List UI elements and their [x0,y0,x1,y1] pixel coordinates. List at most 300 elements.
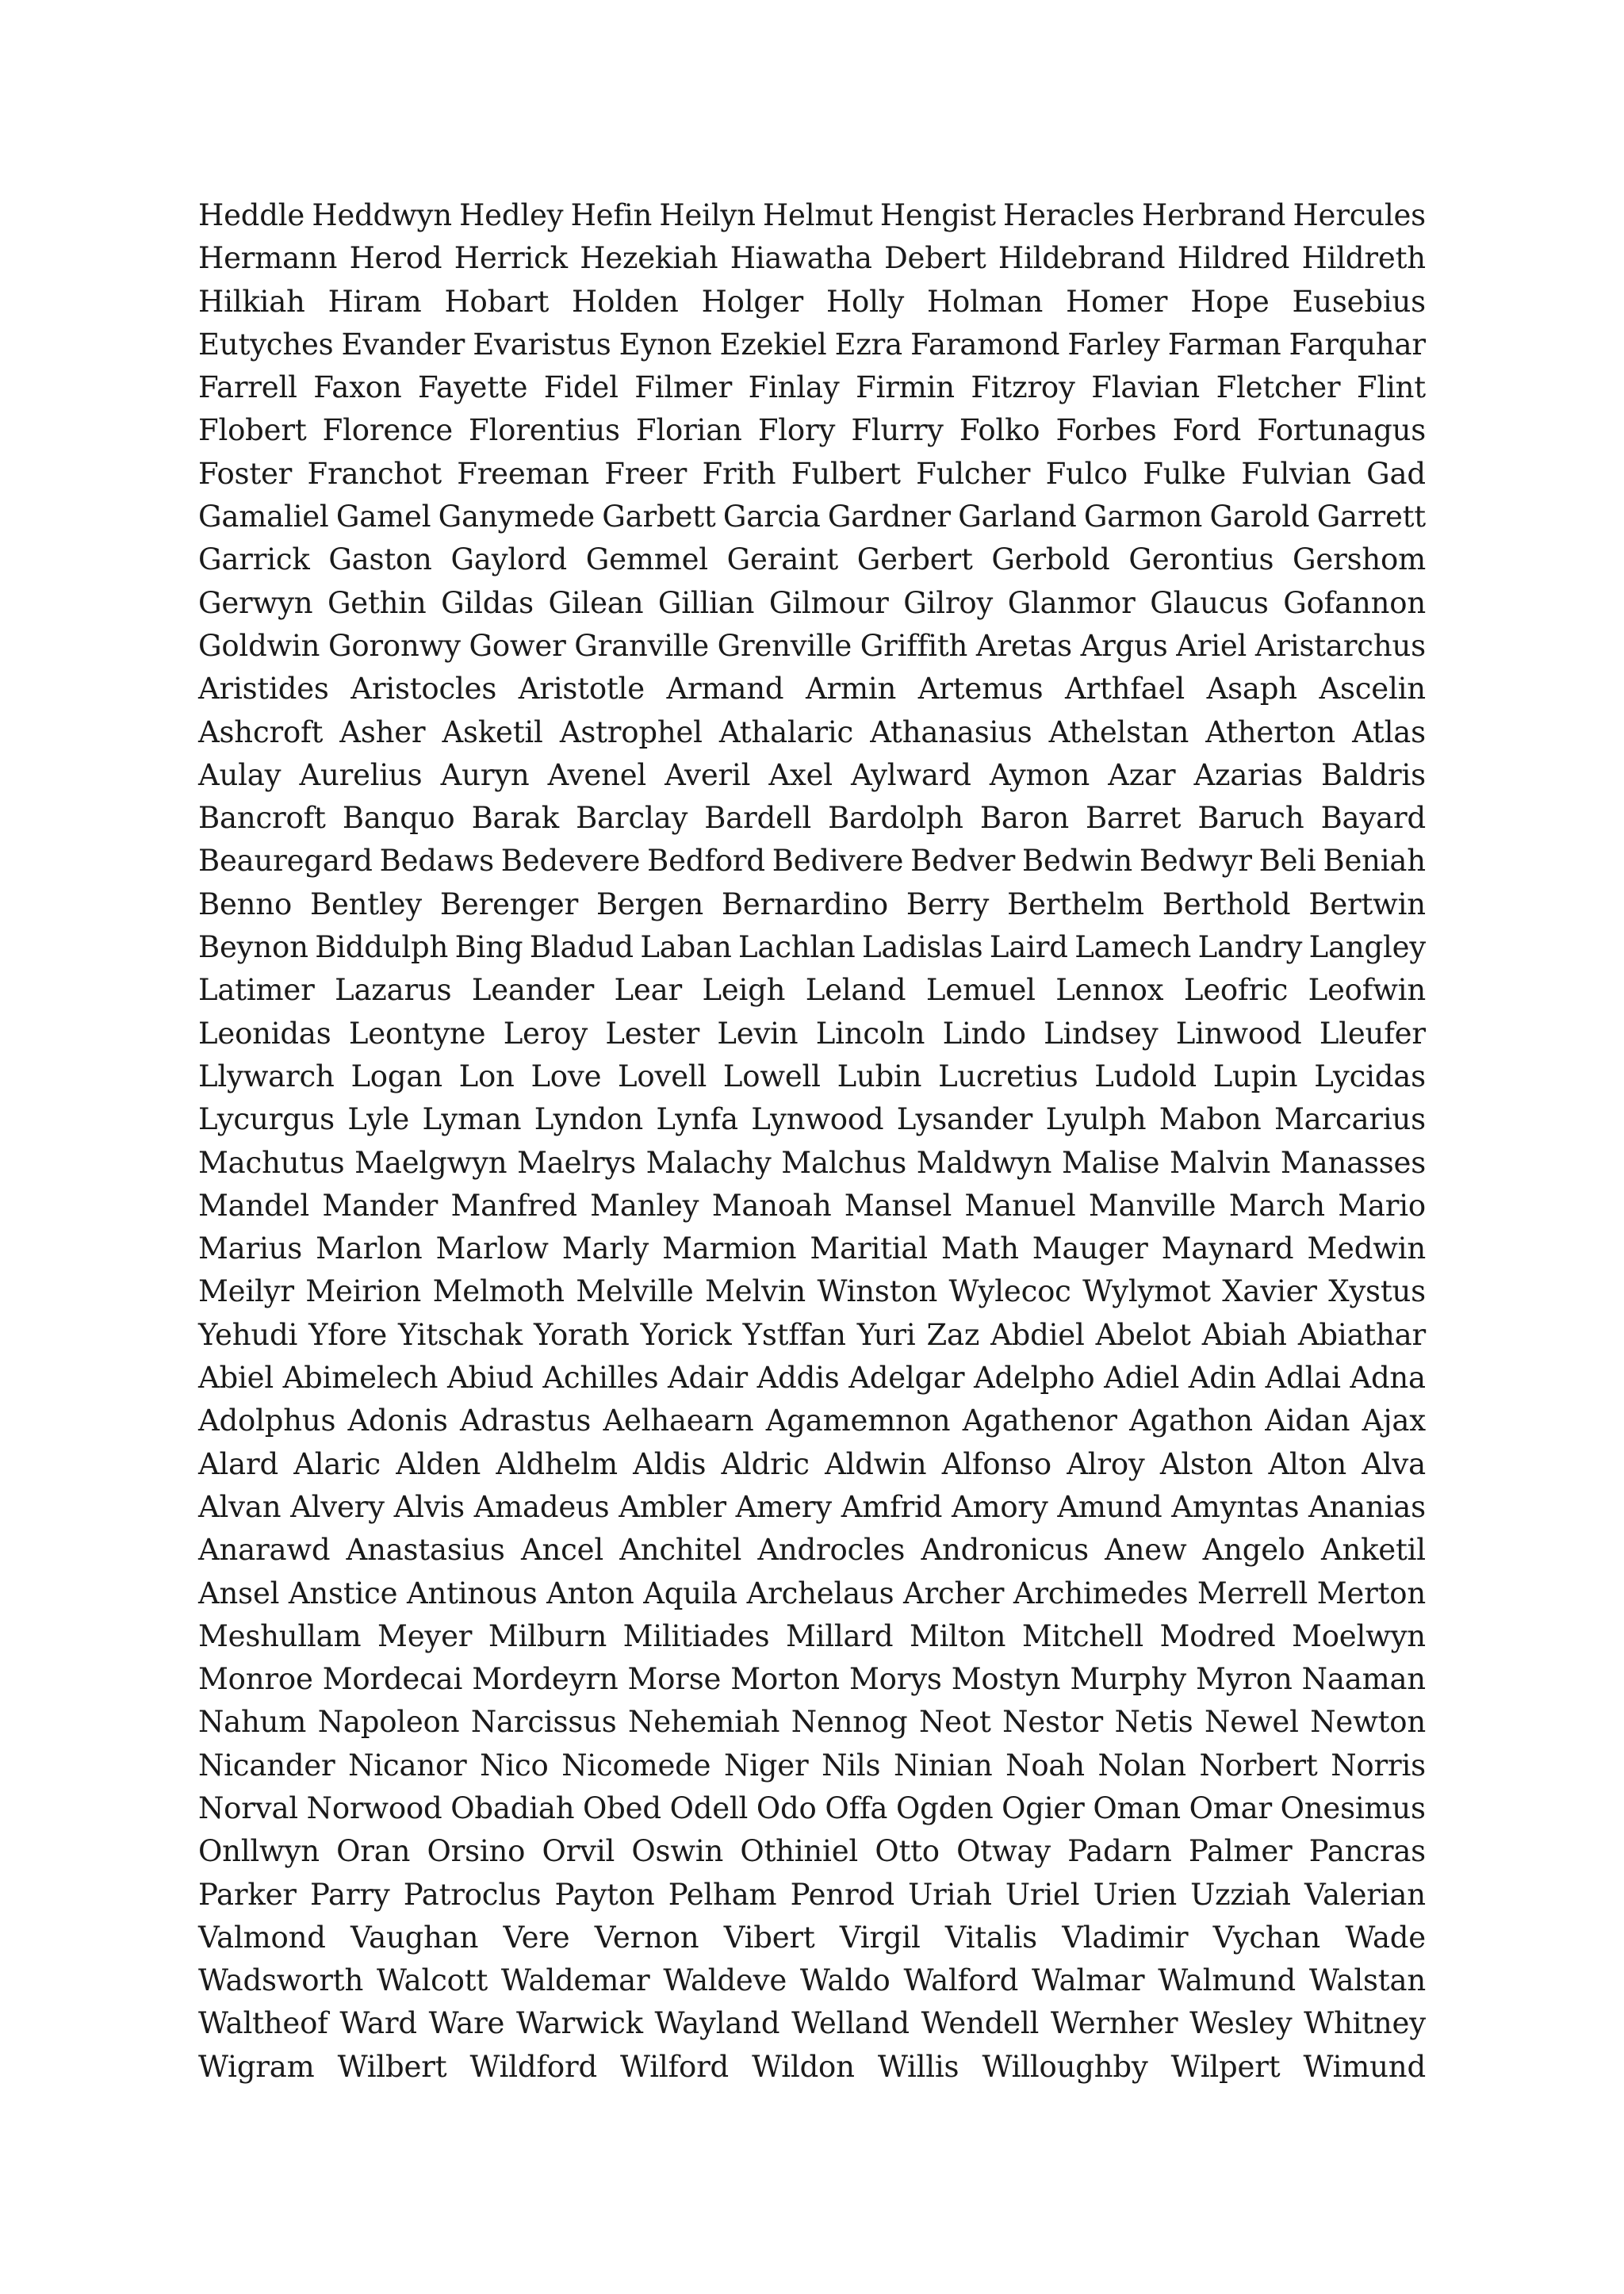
word: Lon [458,1059,515,1093]
word: Leofric [1183,973,1289,1008]
text-line [198,1917,1426,1959]
word: Landry [1197,930,1303,965]
text-line [198,1787,1426,1830]
word: Abiel [198,1361,274,1396]
word: Othiniel [740,1834,859,1869]
word: Athalaric [718,714,854,749]
word: Milton [909,1618,1006,1653]
word: Eusebius [1292,284,1426,319]
word: Fulco [1045,456,1128,491]
word: Farrell [198,370,297,405]
word: Mario [1338,1188,1426,1223]
word: Achilles [542,1361,659,1396]
word: Amery [735,1489,832,1524]
word: Lycurgus [198,1102,335,1137]
word: Lyulph [1045,1102,1147,1137]
text-line [198,1959,1426,2002]
word: Gad [1366,456,1426,491]
word: Beli [1258,844,1316,879]
word: Hilkiah [198,284,305,319]
word: Gamel [335,500,431,534]
word: Fulcher [916,456,1031,491]
word: Faramond [910,327,1060,362]
word: Wigram [198,2049,315,2084]
word: Garcia [722,500,821,534]
word: Homer [1066,284,1168,319]
word: Obed [583,1790,661,1825]
text-line [198,1701,1426,1744]
text-line [198,1443,1426,1486]
word: Andronicus [921,1533,1089,1568]
text-line [198,711,1426,754]
word: Waldemar [500,1963,650,1998]
word: Anstice [288,1576,398,1610]
word: Gillian [657,585,755,620]
word: Walmund [1158,1963,1296,1998]
word: Alvis [393,1489,465,1524]
word: Hercules [1293,198,1426,232]
word: Banquo [342,801,455,836]
word: Flavian [1091,370,1201,405]
word: Asher [339,714,426,749]
word: Holly [825,284,905,319]
text-line [198,1572,1426,1615]
word: Amund [1057,1489,1162,1524]
word: Wimund [1303,2049,1426,2084]
word: Frith [702,456,776,491]
word: Lazarus [335,973,452,1008]
word: Wadsworth [198,1963,364,1998]
word: Lycidas [1314,1059,1426,1093]
word: Gardner [827,500,951,534]
word: Mander [322,1188,439,1223]
word: Heracles [1003,198,1135,232]
word: Yorick [640,1317,732,1352]
word: Mostyn [951,1662,1061,1697]
text-line [198,1658,1426,1701]
word: Obadiah [450,1790,575,1825]
word: Oran [336,1834,411,1869]
word: Neot [919,1705,991,1740]
word: Walcott [376,1963,488,1998]
word: Ford [1172,413,1242,448]
word: Wendell [921,2006,1040,2041]
text-line [198,496,1426,538]
word: Abimelech [282,1361,439,1396]
word: Aristarchus [1254,628,1426,663]
word: Merrell [1197,1576,1308,1610]
word: Aristotle [518,672,645,707]
word: Bedevere [500,844,641,879]
word: Archer [902,1576,1005,1610]
word: Baldris [1321,757,1426,792]
word: Lamech [1074,930,1192,965]
word: Aulay [198,757,282,792]
word: Berry [906,887,990,921]
word: Adair [668,1361,749,1396]
word: Nolan [1097,1748,1186,1783]
word: Heddle [198,198,305,232]
word: Alaric [293,1446,381,1481]
word: Wade [1345,1920,1426,1955]
word: Alva [1362,1446,1426,1481]
word: Amyntas [1171,1489,1300,1524]
word: Archimedes [1013,1576,1189,1610]
word: Evander [341,327,465,362]
word: Bergen [596,887,703,921]
text-line [198,409,1426,452]
word: Arthfael [1064,672,1185,707]
word: Androcles [757,1533,906,1568]
word: Argus [1080,628,1168,663]
word: Bedford [647,844,765,879]
text-line [198,840,1426,883]
word: Waldeve [663,1963,787,1998]
word: Agathon [1129,1404,1253,1438]
word: Medwin [1307,1231,1426,1266]
word: Laban [640,930,732,965]
text-line [198,883,1426,926]
word: Manville [1088,1188,1216,1223]
word: Anchitel [619,1533,742,1568]
word: Marly [561,1231,649,1266]
word: Xavier [1222,1274,1317,1309]
word: Mordecai [322,1662,463,1697]
word: Lysander [896,1102,1033,1137]
word: Norbert [1199,1748,1318,1783]
word: Gower [469,628,566,663]
word: Walstan [1308,1963,1426,1998]
word: Goronwy [327,628,461,663]
word: Leontyne [348,1016,486,1051]
text-line [198,538,1426,581]
word: Lindsey [1044,1016,1159,1051]
word: Adrastus [459,1404,592,1438]
word: Welland [791,2006,910,2041]
word: Willis [877,2049,959,2084]
text-line [198,797,1426,840]
word: Aylward [851,757,971,792]
word: Adolphus [198,1404,336,1438]
text-line [198,1830,1426,1873]
word: Fitzroy [971,370,1075,405]
word: Filmer [634,370,733,405]
word: Willoughby [982,2049,1148,2084]
word: Marcarius [1274,1102,1426,1137]
word: Pelham [668,1877,777,1912]
word: Beniah [1323,844,1426,879]
word: Flory [757,413,836,448]
word: Lincoln [815,1016,925,1051]
word: Helmut [762,198,873,232]
word: Ogden [896,1790,994,1825]
word: Herbrand [1142,198,1286,232]
word: Valmond [198,1920,326,1955]
word: Walmar [1032,1963,1145,1998]
word: Anketil [1320,1533,1426,1568]
word: Aretas [975,628,1072,663]
word: Anarawd [198,1533,331,1568]
word: Ezekiel [719,327,827,362]
word: Narcissus [470,1705,617,1740]
text-line [198,969,1426,1012]
word: Fortunagus [1257,413,1426,448]
word: Atlas [1352,714,1426,749]
word: Anastasius [346,1533,505,1568]
word: Virgil [839,1920,921,1955]
word: Aristocles [350,672,497,707]
word: Glanmor [1007,585,1136,620]
word: Azar [1108,757,1176,792]
word: Oman [1093,1790,1181,1825]
word: Orsino [427,1834,526,1869]
word: Netis [1114,1705,1193,1740]
word: Lemuel [925,973,1036,1008]
word: Beauregard [198,844,373,879]
word: Farman [1167,327,1281,362]
word: Farquhar [1289,327,1426,362]
word: Bayard [1320,801,1426,836]
text-line [198,237,1426,280]
text-line [198,1142,1426,1185]
word: Manuel [964,1188,1076,1223]
word: Marlow [435,1231,549,1266]
word: Leofwin [1308,973,1426,1008]
word: Gamaliel [198,500,329,534]
word: Lupin [1212,1059,1298,1093]
word: Garrick [198,542,310,577]
word: Gemmel [585,542,708,577]
word: Finlay [748,370,840,405]
word: Mabon [1159,1102,1262,1137]
word: Florence [322,413,453,448]
word: Lyndon [534,1102,643,1137]
word: Lucretius [938,1059,1078,1093]
text-line [198,2002,1426,2045]
word: Foster [198,456,293,491]
word: Uriel [1005,1877,1080,1912]
word: Marius [198,1231,303,1266]
word: Meilyr [198,1274,294,1309]
word: Malise [1061,1145,1160,1180]
text-line [198,926,1426,969]
word: Hildebrand [998,241,1166,276]
word: Otway [956,1834,1051,1869]
word: Wylecoc [948,1274,1071,1309]
word: Norval [198,1790,298,1825]
text-line [198,668,1426,710]
word: Vitalis [944,1920,1037,1955]
word: Baruch [1197,801,1304,836]
word: Granville [574,628,709,663]
word: Berthelm [1007,887,1144,921]
word: Omar [1189,1790,1272,1825]
word: Moelwyn [1292,1618,1426,1653]
word: Addis [756,1361,840,1396]
word: Leonidas [198,1016,331,1051]
word: Ware [428,2006,505,2041]
word: Ansel [198,1576,280,1610]
word: Ystffan [742,1317,846,1352]
word: Ambler [619,1489,726,1524]
word: Vaughan [350,1920,479,1955]
word: Aurelius [299,757,423,792]
word: Penrod [790,1877,895,1912]
word: Wildon [752,2049,855,2084]
word: Wilbert [337,2049,447,2084]
word: Gilmour [768,585,889,620]
word: Langley [1308,930,1426,965]
text-line [198,1744,1426,1787]
word: Anew [1105,1533,1187,1568]
word: Berthold [1162,887,1291,921]
word: Manley [590,1188,699,1223]
word: Lindo [942,1016,1026,1051]
word: Herrick [454,241,568,276]
word: Melmoth [432,1274,565,1309]
word: Goldwin [198,628,320,663]
word: Heilyn [659,198,756,232]
word: Hiawatha [730,241,872,276]
word: Bedivere [772,844,904,879]
word: Vychan [1212,1920,1321,1955]
word: Mansel [844,1188,952,1223]
word: Hiram [327,284,422,319]
word: Alfonso [941,1446,1051,1481]
text-line [198,1529,1426,1572]
word: Levin [717,1016,799,1051]
word: Lleufer [1319,1016,1426,1051]
word: Modred [1159,1618,1276,1653]
word: Alston [1159,1446,1254,1481]
word: Meyer [377,1618,473,1653]
word: Glaucus [1150,585,1269,620]
word: Florian [635,413,742,448]
word: Wilford [620,2049,730,2084]
word: Ariel [1176,628,1247,663]
word: Alvery [290,1489,385,1524]
word: Lynwood [751,1102,884,1137]
word: Yuri [856,1317,916,1352]
word: Ashcroft [198,714,324,749]
word: Flobert [198,413,307,448]
word: Waltheof [198,2006,328,2041]
word: Nahum [198,1705,307,1740]
word: Alden [396,1446,481,1481]
word: Norwood [306,1790,442,1825]
word: Garrett [1316,500,1426,534]
word: Hope [1190,284,1270,319]
word: Ogier [1002,1790,1085,1825]
word: Ganymede [438,500,595,534]
word: Wernher [1050,2006,1178,2041]
word: Abiud [446,1361,534,1396]
word: Valerian [1304,1877,1426,1912]
word: Marlon [316,1231,423,1266]
word: Nicanor [348,1748,467,1783]
word: Geraint [726,542,839,577]
word: Myron [1196,1662,1293,1697]
word: Machutus [198,1145,345,1180]
word: Yitschak [398,1317,523,1352]
word: Leroy [503,1016,588,1051]
word: Anton [546,1576,634,1610]
word: Uzziah [1190,1877,1291,1912]
word: Atherton [1205,714,1335,749]
word: Ascelin [1319,672,1426,707]
word: Hildred [1177,241,1290,276]
word: Nennog [791,1705,908,1740]
word: Bentley [309,887,422,921]
text-line [198,453,1426,496]
word: Llywarch [198,1059,335,1093]
word: Biddulph [315,930,449,965]
word: Barak [471,801,560,836]
word: Fulvian [1241,456,1351,491]
word: Freeman [457,456,589,491]
word: Abiah [1201,1317,1287,1352]
word: Adna [1350,1361,1426,1396]
word: Nico [480,1748,549,1783]
text-line [198,625,1426,668]
word: Ladislas [862,930,983,965]
word: Linwood [1175,1016,1302,1051]
word: Aldhelm [496,1446,618,1481]
word: Freer [604,456,688,491]
text-line [198,324,1426,366]
word: Maelrys [517,1145,636,1180]
word: Milburn [488,1618,607,1653]
word: Walford [903,1963,1019,1998]
body-text [198,194,1426,2089]
word: Athanasius [870,714,1032,749]
text-line [198,754,1426,797]
word: Parker [198,1877,297,1912]
word: Evaristus [473,327,611,362]
word: Asaph [1206,672,1297,707]
text-line [198,1400,1426,1442]
word: Abiathar [1297,1317,1426,1352]
word: Militiades [622,1618,770,1653]
word: Hildreth [1301,241,1426,276]
word: Hedley [459,198,564,232]
word: Marmion [662,1231,797,1266]
word: Adelgar [848,1361,965,1396]
word: Yorath [533,1317,630,1352]
word: Maelgwyn [354,1145,508,1180]
word: Alard [198,1446,278,1481]
word: Morse [627,1662,722,1697]
word: Amfrid [841,1489,943,1524]
word: Barclay [576,801,688,836]
word: Agathenor [962,1404,1117,1438]
word: Palmer [1188,1834,1293,1869]
word: Angelo [1202,1533,1305,1568]
word: Mordeyrn [472,1662,619,1697]
word: Lachlan [738,930,856,965]
word: Gildas [441,585,534,620]
word: Vere [503,1920,570,1955]
word: Ezra [834,327,903,362]
word: Adin [1188,1361,1257,1396]
word: Lovell [618,1059,707,1093]
word: Faxon [313,370,402,405]
word: Math [940,1231,1019,1266]
word: Aldwin [825,1446,927,1481]
word: Gershom [1293,542,1426,577]
word: Vibert [723,1920,815,1955]
word: Nicander [198,1748,335,1783]
